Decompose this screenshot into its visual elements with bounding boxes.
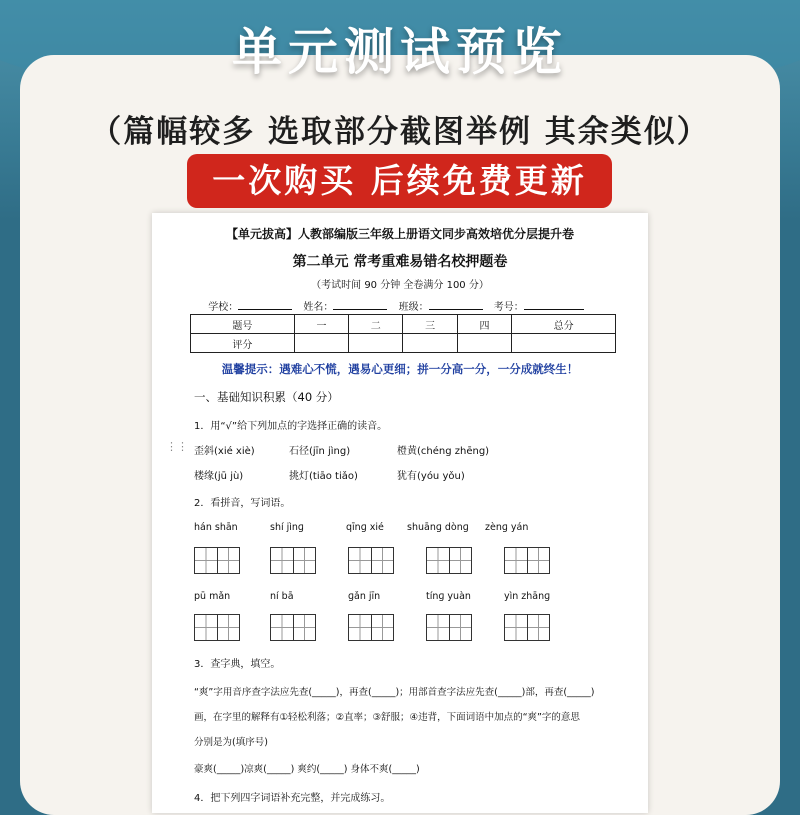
drag-handle-icon[interactable]: ⋮⋮	[166, 440, 188, 453]
writing-grid[interactable]	[348, 547, 394, 574]
question-2: 2．看拼音，写词语。	[194, 498, 291, 509]
banner-subtitle: （篇幅较多 选取部分截图举例 其余类似）	[90, 114, 710, 150]
score-table	[190, 314, 616, 353]
pinyin-label: zènɡ yán	[485, 522, 529, 533]
score-header-cell: 二	[349, 315, 403, 334]
question-1: 1．用“√”给下列加点的字选择正确的读音。	[194, 421, 388, 432]
paper-exam-info: （考试时间 90 分钟 全卷满分 100 分）	[311, 280, 489, 291]
pinyin-label: shuānɡ dònɡ	[407, 522, 469, 533]
paper-header: 【单元拔高】人教部编版三年级上册语文同步高效培优分层提升卷	[225, 227, 574, 241]
field-class-line	[429, 309, 483, 310]
field-school-label: 学校：	[208, 302, 239, 313]
writing-grid[interactable]	[194, 614, 240, 641]
pinyin-label: hán shān	[194, 522, 238, 533]
pinyin-label: ɡǎn jīn	[348, 591, 381, 602]
pinyin-label: tínɡ yuàn	[426, 591, 471, 602]
q1-item: 歪斜(xié xiè)	[194, 446, 255, 457]
score-cell	[457, 334, 511, 353]
score-table-row	[191, 334, 616, 353]
score-row-label: 评分	[191, 334, 295, 353]
score-header-cell: 四	[457, 315, 511, 334]
pinyin-label: shí jìnɡ	[270, 522, 304, 533]
writing-grid[interactable]	[348, 614, 394, 641]
pinyin-label: yìn zhānɡ	[504, 591, 551, 602]
field-name-line	[333, 309, 387, 310]
writing-grid[interactable]	[194, 547, 240, 574]
promo-banner: 一次购买 后续免费更新	[187, 154, 612, 208]
score-header-cell: 一	[294, 315, 348, 334]
score-table-header-row	[191, 315, 616, 334]
pinyin-label: pū mǎn	[194, 591, 231, 602]
score-cell	[403, 334, 457, 353]
field-class-label: 班级：	[398, 302, 429, 313]
q1-item: 橙黄(chéng zhēng)	[397, 446, 490, 457]
score-cell	[294, 334, 348, 353]
pinyin-label: qīnɡ xié	[346, 522, 384, 533]
question-3: 3．查字典，填空。	[194, 659, 281, 670]
writing-grid[interactable]	[270, 614, 316, 641]
q1-item: 石径(jīn jìng)	[289, 446, 351, 457]
warm-tip: 温馨提示：遇难心不慌，遇易心更细；拼一分高一分，一分成就终生！	[221, 362, 579, 376]
score-header-cell: 三	[403, 315, 457, 334]
q1-item: 犹有(yóu yǒu)	[397, 471, 465, 482]
score-header-cell: 总分	[512, 315, 616, 334]
writing-grid[interactable]	[504, 547, 550, 574]
banner-title: 单元测试预览	[232, 23, 568, 81]
score-header-cell: 题号	[191, 315, 295, 334]
exam-paper-preview	[152, 213, 648, 813]
field-name-label: 姓名：	[303, 302, 334, 313]
student-fields	[152, 298, 648, 313]
q1-item: 楼缘(jū jù)	[194, 471, 244, 482]
question-4: 4．把下列四字词语补充完整，并完成练习。	[194, 793, 391, 804]
pinyin-label: ní bā	[270, 591, 294, 602]
writing-grid[interactable]	[270, 547, 316, 574]
writing-grid[interactable]	[426, 547, 472, 574]
section-heading: 一、基础知识积累（40 分）	[194, 390, 339, 404]
paper-title: 第二单元 常考重难易错名校押题卷	[292, 254, 508, 270]
q3-line: 画，在字里的解释有①轻松利落；②直率；③舒服；④违背，下面词语中加点的“爽”字的意思	[194, 712, 580, 723]
score-cell	[512, 334, 616, 353]
field-school-line	[238, 309, 292, 310]
q3-line: “爽”字用音序查字法应先查(_____)，再查(_____)；用部首查字法应先查(_____)部，再查(_____)	[194, 687, 595, 698]
writing-grid[interactable]	[426, 614, 472, 641]
field-id-label: 考号：	[493, 302, 524, 313]
q3-line: 分别是为(填序号)	[194, 737, 268, 748]
q3-line: 豪爽(_____)凉爽(_____) 爽约(_____) 身体不爽(_____)	[194, 764, 420, 775]
q1-item: 挑灯(tiāo tiǎo)	[289, 471, 358, 482]
field-id-line	[524, 309, 584, 310]
writing-grid[interactable]	[504, 614, 550, 641]
score-cell	[349, 334, 403, 353]
